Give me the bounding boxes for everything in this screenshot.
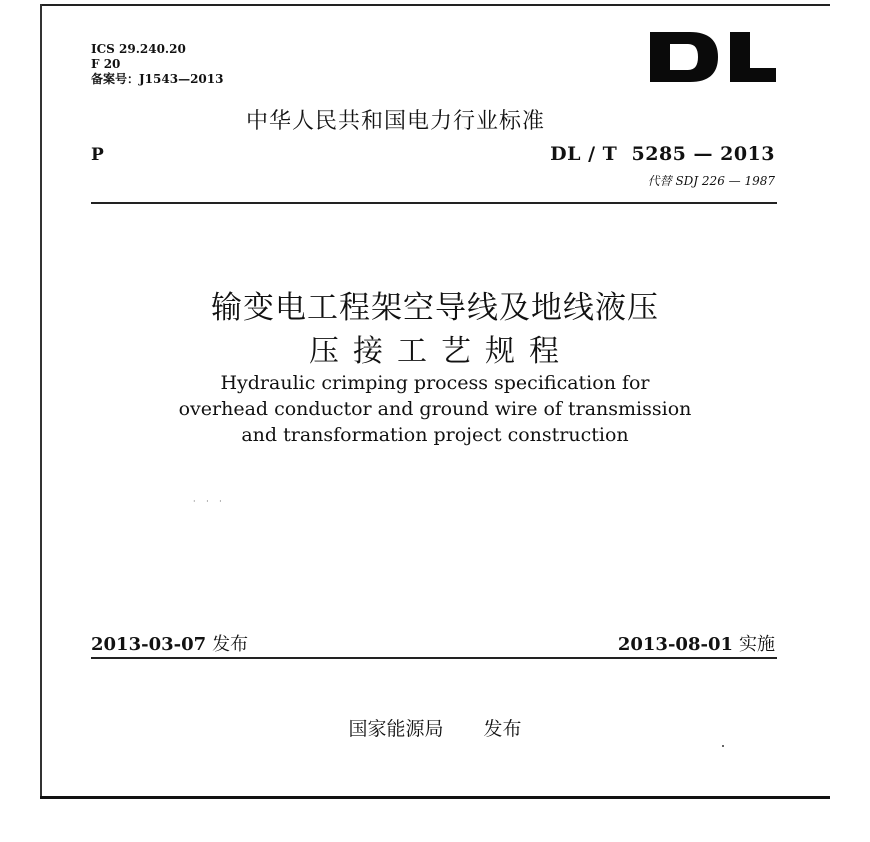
english-title-line-3: and transformation project construction — [241, 424, 629, 446]
issue-label: 发布 — [212, 634, 249, 655]
issue-date-block — [91, 630, 248, 656]
english-title-line-2: overhead conductor and ground wire of transmission — [178, 398, 692, 420]
implement-date: 2013-08-01 — [617, 634, 733, 655]
english-title-line-1: Hydraulic crimping process specification for — [220, 372, 650, 394]
dl-logo — [648, 30, 778, 84]
classification-letter: P — [91, 145, 104, 165]
chinese-title-line-1: 输变电工程架空导线及地线液压 — [211, 290, 659, 326]
issuer-name: 国家能源局 — [348, 718, 444, 740]
ics-code: ICS 29.240.20 — [91, 42, 186, 56]
ccs-code: F 20 — [91, 57, 121, 71]
scan-specks: · · · — [193, 497, 226, 506]
issuer-label: 发布 — [483, 718, 522, 740]
scan-speck — [722, 745, 724, 747]
industry-standard-title: 中华人民共和国电力行业标准 — [246, 109, 546, 134]
implement-label: 实施 — [739, 634, 775, 655]
standard-number: DL / T 5285 — 2013 — [550, 143, 775, 165]
chinese-title-line-2: 压接工艺规程 — [309, 334, 573, 369]
classification-codes — [91, 42, 223, 87]
footer-divider — [91, 657, 777, 659]
english-title — [0, 370, 870, 448]
issue-date: 2013-03-07 — [91, 634, 207, 655]
issuer-line — [0, 714, 870, 741]
page-border-bottom — [40, 796, 830, 799]
filing-number: 备案号：J1543—2013 — [91, 72, 224, 86]
header-divider — [91, 202, 777, 204]
replaces-standard: 代替 SDJ 226 — 1987 — [647, 174, 775, 188]
implement-date-block — [618, 630, 775, 656]
page-border-top — [40, 4, 830, 6]
